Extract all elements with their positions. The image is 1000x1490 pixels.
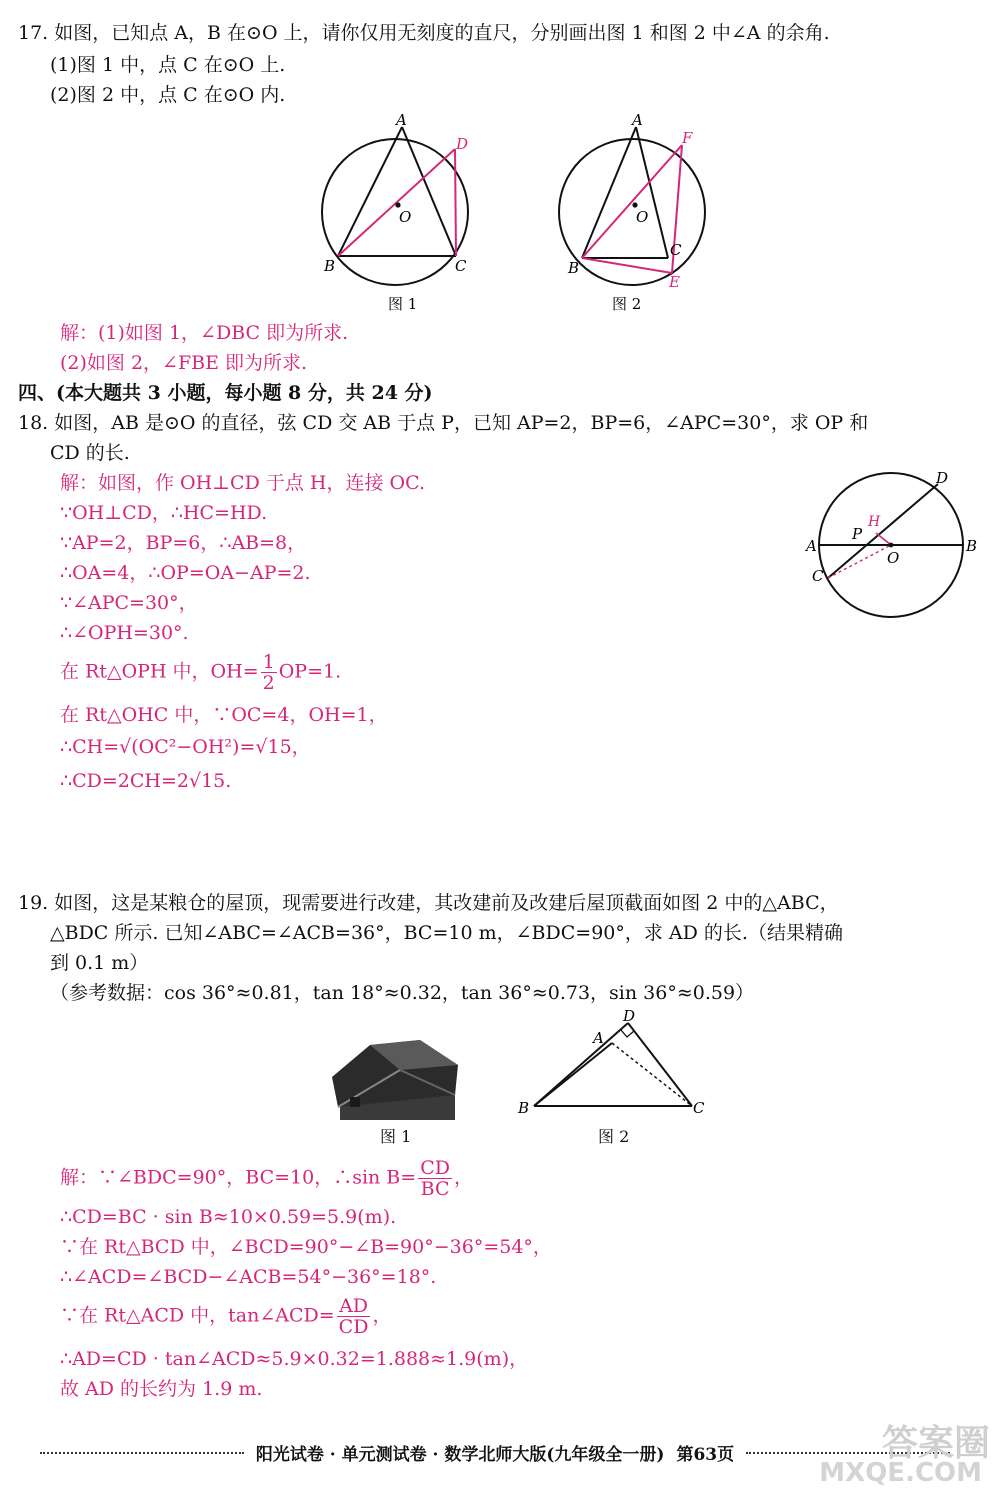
fig2-label-a: A [632, 111, 643, 129]
q18-solution-line: ∵OH⊥CD，∴HC=HD. [60, 502, 268, 524]
q18-figure [800, 465, 985, 625]
q18-label-a: A [806, 537, 817, 555]
q19-label-c: C [693, 1099, 705, 1115]
page-footer [40, 1440, 950, 1465]
q18-solution-line: ∴OA=4，∴OP=OA−AP=2. [60, 562, 311, 584]
q19-stem-2: △BDC 所示. 已知∠ABC=∠ACB=36°，BC=10 m，∠BDC=90°，求 AD 的长.（结果精确 [50, 922, 843, 944]
q19-solution-fraction-line [60, 1296, 391, 1337]
q18-solution-line: ∵∠APC=30°， [60, 592, 198, 614]
q17-part2: (2)图 2 中，点 C 在⊙O 内. [50, 84, 286, 106]
q19-sol5-post: ， [372, 1304, 392, 1327]
q18-solution-line: ∴CH=√(OC²−OH²)=√15， [60, 736, 311, 758]
fraction-numerator: CD [420, 1157, 450, 1179]
fig2-label-f: F [682, 129, 693, 147]
fig2-caption: 图 2 [612, 295, 642, 313]
q18-sol7-post: OP=1. [278, 660, 342, 683]
fraction [337, 1296, 371, 1337]
page-number: 第63页 [676, 1445, 735, 1465]
q17-part1: (1)图 1 中，点 C 在⊙O 上. [50, 54, 286, 76]
q19-label-b: B [518, 1099, 530, 1115]
q19-stem-3: 到 0.1 m） [50, 952, 149, 974]
fig1-label-b: B [324, 257, 336, 275]
footer-dots-left [40, 1452, 244, 1454]
q18-solution-line: ∴CD=2CH=2√15. [60, 770, 232, 792]
footer-title: 阳光试卷 · 单元测试卷 · 数学北师大版(九年级全一册) [255, 1445, 665, 1465]
fraction-numerator: 1 [262, 651, 275, 673]
fraction [261, 652, 277, 693]
fig1-label-a: A [396, 111, 407, 129]
watermark-url: MXQE.COM [819, 1458, 982, 1488]
fig1-label-o: O [399, 208, 412, 226]
granary-roof-photo [330, 1035, 465, 1125]
q17-figures [310, 105, 730, 320]
q17-figure-2 [559, 111, 705, 291]
q18-label-p: P [852, 525, 863, 543]
q19-solution-line: ∴AD=CD · tan∠ACD≈5.9×0.32=1.888≈1.9(m)， [60, 1348, 529, 1370]
watermark-logo: 答案圈 [881, 1423, 990, 1464]
section-heading: 四、(本大题共 3 小题，每小题 8 分，共 24 分) [18, 382, 433, 404]
q19-triangle-figure [510, 1005, 710, 1115]
fraction-denominator: BC [420, 1178, 450, 1200]
q18-label-o: O [887, 549, 900, 567]
q19-stem-1: 19. 如图，这是某粮仓的屋顶，现需要进行改建，其改建前及改建后屋顶截面如图 2 中的△ABC， [18, 892, 839, 914]
q18-solution-line: ∴∠OPH=30°. [60, 622, 189, 644]
q18-stem-2: CD 的长. [50, 442, 130, 464]
q18-label-h: H [868, 514, 881, 530]
fig1-label-c: C [455, 257, 467, 275]
fig2-label-e: E [669, 273, 680, 291]
q19-sol1-pre: 解：∵∠BDC=90°，BC=10，∴sin B= [60, 1166, 417, 1189]
q19-solution-line: ∴∠ACD=∠BCD−∠ACB=54°−36°=18°. [60, 1266, 437, 1288]
q18-solution-line: 解：如图，作 OH⊥CD 于点 H，连接 OC. [60, 472, 425, 494]
fig2-label-o: O [636, 208, 649, 226]
q18-label-d: D [936, 469, 949, 487]
q19-solution-line: 故 AD 的长约为 1.9 m. [60, 1378, 263, 1400]
q19-solution-line: ∵在 Rt△BCD 中，∠BCD=90°−∠B=90°−36°=54°， [60, 1236, 552, 1258]
q19-sol1-post: ， [453, 1166, 473, 1189]
q18-solution-line: 在 Rt△OHC 中，∵OC=4，OH=1， [60, 704, 388, 726]
q18-solution-fraction-line [60, 652, 341, 693]
fig1-label-d: D [456, 135, 469, 153]
q17-figure-1 [322, 111, 468, 285]
q18-label-c: C [812, 567, 824, 585]
q18-stem-1: 18. 如图，AB 是⊙O 的直径，弦 CD 交 AB 于点 P，已知 AP=2，BP=6，∠APC=30°，求 OP 和 [18, 412, 869, 434]
q19-reference-data: （参考数据：cos 36°≈0.81，tan 18°≈0.32，tan 36°≈0.73，sin 36°≈0.59） [50, 982, 755, 1004]
q18-sol7-pre: 在 Rt△OPH 中，OH= [60, 660, 259, 683]
q19-fig2-caption: 图 2 [598, 1127, 630, 1146]
q17-answer-2: (2)如图 2，∠FBE 即为所求. [60, 352, 308, 374]
q17-answer-1: 解：(1)如图 1，∠DBC 即为所求. [60, 322, 349, 344]
fraction-numerator: AD [337, 1296, 371, 1317]
q19-solution-fraction-line [60, 1158, 473, 1199]
fraction-denominator: CD [338, 1316, 369, 1338]
fraction-denominator: 2 [262, 672, 275, 694]
q19-sol5-pre: ∵在 Rt△ACD 中，tan∠ACD= [60, 1304, 335, 1327]
q19-label-a: A [593, 1029, 604, 1047]
fraction [418, 1158, 452, 1199]
q18-label-b: B [966, 537, 978, 555]
q19-label-d: D [623, 1007, 636, 1025]
q19-solution-line: ∴CD=BC · sin B≈10×0.59=5.9(m). [60, 1206, 397, 1228]
q19-fig1-caption: 图 1 [380, 1127, 412, 1146]
fig1-caption: 图 1 [388, 295, 418, 313]
fig2-label-b: B [568, 259, 580, 277]
fig2-label-c: C [670, 241, 682, 259]
q18-solution-line: ∵AP=2，BP=6，∴AB=8， [60, 532, 307, 554]
q17-stem: 17. 如图，已知点 A，B 在⊙O 上，请你仅用无刻度的直尺，分别画出图 1 和图 2 中∠A 的余角. [18, 22, 830, 44]
